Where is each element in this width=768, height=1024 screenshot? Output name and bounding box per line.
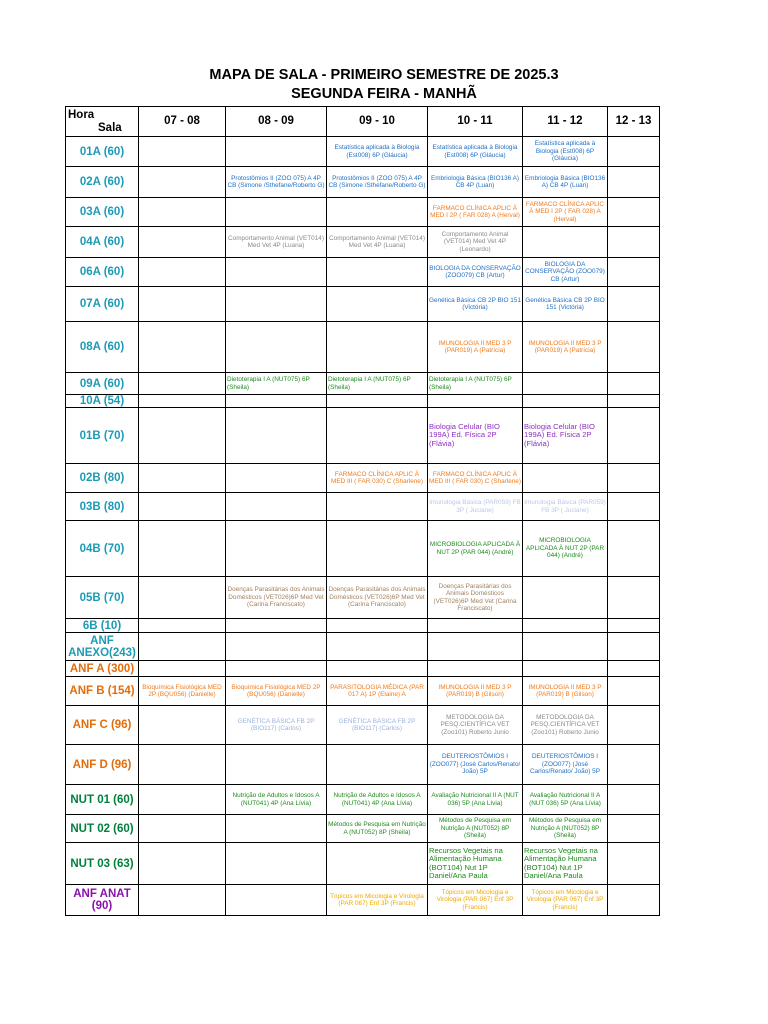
class-cell	[139, 464, 226, 493]
class-cell: GENÉTICA BÁSICA FB 2P (BIO117) (Carlos)	[226, 706, 327, 745]
class-cell	[139, 785, 226, 815]
corner-cell	[66, 107, 139, 137]
class-cell: Biologia Celular (BIO 199A) Ed. Física 2P (Flávia)	[428, 408, 523, 464]
table-row	[66, 661, 660, 677]
table-row	[66, 745, 660, 785]
room-label: ANF B (154)	[66, 677, 139, 706]
class-cell	[608, 395, 660, 408]
class-cell	[139, 493, 226, 521]
room-label: 6B (10)	[66, 619, 139, 633]
class-cell	[139, 521, 226, 577]
time-header: 09 - 10	[327, 107, 428, 137]
room-label: 01B (70)	[66, 408, 139, 464]
class-cell	[139, 322, 226, 373]
class-cell	[608, 373, 660, 395]
class-cell	[226, 633, 327, 661]
class-cell	[139, 373, 226, 395]
header-row	[66, 107, 660, 137]
class-cell	[226, 198, 327, 227]
class-cell	[226, 619, 327, 633]
class-cell: DEUTERIOSTÔMIOS I (ZOO077) (José Carlos/Renato/ João) 5P	[523, 745, 608, 785]
class-cell: FARMACO CLÍNICA APLIC À MED III ( FAR 030) C (Sharlene)	[428, 464, 523, 493]
class-cell	[327, 198, 428, 227]
room-label: 03B (80)	[66, 493, 139, 521]
class-cell	[139, 167, 226, 198]
class-cell	[608, 661, 660, 677]
room-label: ANF C (96)	[66, 706, 139, 745]
page-title: MAPA DE SALA - PRIMEIRO SEMESTRE DE 2025.3	[209, 67, 559, 83]
class-cell	[608, 633, 660, 661]
table-row	[66, 619, 660, 633]
table-row	[66, 373, 660, 395]
class-cell: Avaliação Nutricional II A (NUT 036) 5P (Ana Lívia)	[428, 785, 523, 815]
sala-label: Sala	[98, 121, 122, 134]
class-cell	[608, 227, 660, 258]
class-cell: Tópicos em Micologia e Virologia (PAR 067) Enf 3P (Francis)	[327, 885, 428, 916]
class-cell	[608, 287, 660, 322]
time-header: 08 - 09	[226, 107, 327, 137]
class-cell: Dietoterapia I A (NUT075) 6P (Sheila)	[226, 373, 327, 395]
class-cell	[139, 633, 226, 661]
class-cell: MICROBIOLOGIA APLICADA À NUT 2P (PAR 044) (André)	[428, 521, 523, 577]
room-label: NUT 03 (63)	[66, 843, 139, 885]
class-cell	[139, 258, 226, 287]
table-row	[66, 408, 660, 464]
room-label: 03A (60)	[66, 198, 139, 227]
class-cell: IMUNOLOGIA II MED 3 P (PAR019) B (Gilson)	[428, 677, 523, 706]
class-cell	[608, 521, 660, 577]
class-cell	[523, 577, 608, 619]
class-cell	[226, 287, 327, 322]
class-cell	[139, 287, 226, 322]
class-cell: PARASITOLOGIA MÉDICA (PAR 017 A) 1P (Elaine) A	[327, 677, 428, 706]
class-cell: Doenças Parasitárias dos Animais Domésticos (VET026)6P Med Vet (Carina Franciscato)	[226, 577, 327, 619]
time-header: 11 - 12	[523, 107, 608, 137]
table-row	[66, 137, 660, 167]
class-cell	[428, 661, 523, 677]
room-label: ANF D (96)	[66, 745, 139, 785]
class-cell: Protostômios II (ZOO 075) A 4P CB (Simone /Sthefane/Roberto G)	[327, 167, 428, 198]
class-cell: Protostômios II (ZOO 075) A 4P CB (Simone /Sthefane/Roberto G)	[226, 167, 327, 198]
class-cell	[226, 258, 327, 287]
class-cell: Métodos de Pesquisa em Nutrição A (NUT052) 8P (Sheila)	[523, 815, 608, 843]
class-cell	[428, 633, 523, 661]
schedule-table	[65, 106, 660, 916]
class-cell	[523, 633, 608, 661]
class-cell: IMUNOLOGIA II MED 3 P (PAR019) A (Patrícia)	[523, 322, 608, 373]
class-cell	[226, 843, 327, 885]
class-cell	[608, 577, 660, 619]
table-row	[66, 395, 660, 408]
class-cell	[226, 395, 327, 408]
class-cell: MICROBIOLOGIA APLICADA À NUT 2P (PAR 044) (André)	[523, 521, 608, 577]
table-row	[66, 633, 660, 661]
room-label: 08A (60)	[66, 322, 139, 373]
class-cell: Recursos Vegetais na Alimentação Humana (BOT104) Nut 1P Daniel/Ana Paula	[523, 843, 608, 885]
class-cell	[139, 745, 226, 785]
class-cell: Bioquímica Fisiológica MED 2P (BQU056) (Danielle)	[139, 677, 226, 706]
class-cell	[226, 322, 327, 373]
class-cell	[327, 843, 428, 885]
class-cell: FARMACO CLÍNICA APLIC À MED III ( FAR 030) C (Sharlene)	[327, 464, 428, 493]
class-cell	[139, 661, 226, 677]
class-cell	[608, 464, 660, 493]
class-cell	[226, 521, 327, 577]
class-cell	[327, 493, 428, 521]
room-label: 05B (70)	[66, 577, 139, 619]
class-cell	[139, 885, 226, 916]
class-cell: Doenças Parasitárias dos Animais Domésticos (VET026)6P Med Vet (Carina Franciscato)	[327, 577, 428, 619]
class-cell	[523, 619, 608, 633]
class-cell	[327, 258, 428, 287]
class-cell	[608, 706, 660, 745]
class-cell: Estatística aplicada à Biologia (Est008) 6P (Gláucia)	[428, 137, 523, 167]
table-row	[66, 493, 660, 521]
class-cell	[327, 521, 428, 577]
class-cell	[608, 167, 660, 198]
class-cell	[226, 885, 327, 916]
class-cell	[327, 395, 428, 408]
room-label: 09A (60)	[66, 373, 139, 395]
class-cell	[139, 843, 226, 885]
room-label: 10A (54)	[66, 395, 139, 408]
room-label: 02A (60)	[66, 167, 139, 198]
class-cell	[523, 395, 608, 408]
class-cell: IMUNOLOGIA II MED 3 P (PAR019) A (Patrícia)	[428, 322, 523, 373]
class-cell	[139, 815, 226, 843]
class-cell	[139, 619, 226, 633]
table-row	[66, 322, 660, 373]
class-cell	[523, 227, 608, 258]
class-cell	[139, 227, 226, 258]
class-cell: DEUTERIOSTÔMIOS I (ZOO077) (José Carlos/Renato/ João) 5P	[428, 745, 523, 785]
class-cell	[608, 885, 660, 916]
class-cell: GENÉTICA BÁSICA FB 2P (BIO117) (Carlos)	[327, 706, 428, 745]
class-cell	[608, 677, 660, 706]
class-cell	[139, 577, 226, 619]
class-cell: Avaliação Nutricional II A (NUT 036) 5P (Ana Lívia)	[523, 785, 608, 815]
class-cell	[428, 395, 523, 408]
class-cell: Nutrição de Adultos e Idosos A (NUT041) 4P (Ana Lívia)	[327, 785, 428, 815]
room-label: 02B (80)	[66, 464, 139, 493]
table-row	[66, 464, 660, 493]
class-cell	[226, 661, 327, 677]
table-row	[66, 258, 660, 287]
room-label: ANF ANAT (90)	[66, 885, 139, 916]
room-label: 06A (60)	[66, 258, 139, 287]
time-header: 07 - 08	[139, 107, 226, 137]
class-cell	[139, 198, 226, 227]
class-cell: Bioquímica Fisiológica MED 2P (BQU056) (Danielle)	[226, 677, 327, 706]
hora-label: Hora	[68, 108, 95, 121]
class-cell: Estatística aplicada à Biologia (Est008) 6P (Gláucia)	[523, 137, 608, 167]
room-label: 07A (60)	[66, 287, 139, 322]
room-label: 04B (70)	[66, 521, 139, 577]
class-cell	[327, 745, 428, 785]
class-cell: Nutrição de Adultos e Idosos A (NUT041) 4P (Ana Lívia)	[226, 785, 327, 815]
class-cell	[608, 745, 660, 785]
class-cell: Doenças Parasitárias dos Animais Domésticos (VET026)6P Med Vet (Carina Franciscato)	[428, 577, 523, 619]
class-cell	[608, 619, 660, 633]
class-cell: BIOLOGIA DA CONSERVAÇÃO (ZOO079) CB (Artur)	[428, 258, 523, 287]
class-cell	[139, 408, 226, 464]
class-cell	[608, 258, 660, 287]
table-row	[66, 843, 660, 885]
class-cell	[226, 493, 327, 521]
class-cell: METODOLOGIA DA PESQ.CIENTÍFICA VET (Zoo101) Roberto Junio	[428, 706, 523, 745]
class-cell	[608, 815, 660, 843]
class-cell: Embriologia Básica (BIO136 A) CB 4P (Luan)	[428, 167, 523, 198]
class-cell	[523, 373, 608, 395]
class-cell	[226, 137, 327, 167]
class-cell	[608, 322, 660, 373]
table-row	[66, 577, 660, 619]
time-header: 10 - 11	[428, 107, 523, 137]
table-row	[66, 287, 660, 322]
class-cell	[608, 843, 660, 885]
class-cell: Comportamento Animal (VET014) Med Vet 4P (Luana)	[327, 227, 428, 258]
class-cell: Biologia Celular (BIO 199A) Ed. Física 2P (Flávia)	[523, 408, 608, 464]
class-cell: Imunologia Básica (PAR059) FB 3P ( Juciane)	[523, 493, 608, 521]
class-cell	[428, 619, 523, 633]
class-cell	[327, 322, 428, 373]
class-cell	[608, 493, 660, 521]
page-subtitle: SEGUNDA FEIRA - MANHÃ	[291, 86, 477, 102]
class-cell: Tópicos em Micologia e Virologia (PAR 067) Enf 3P (Francis)	[428, 885, 523, 916]
class-cell: Embriologia Básica (BIO136 A) CB 4P (Luan)	[523, 167, 608, 198]
class-cell	[327, 408, 428, 464]
class-cell	[608, 137, 660, 167]
class-cell	[139, 395, 226, 408]
class-cell: Tópicos em Micologia e Virologia (PAR 067) Enf 3P (Francis)	[523, 885, 608, 916]
class-cell: Comportamento Animal (VET014) Med Vet 4P (Leonardo)	[428, 227, 523, 258]
table-row	[66, 521, 660, 577]
class-cell: Comportamento Animal (VET014) Med Vet 4P (Luana)	[226, 227, 327, 258]
class-cell: Genética Básica CB 2P BIO 151 (Victória)	[523, 287, 608, 322]
class-cell	[327, 661, 428, 677]
class-cell: Dietoterapia I A (NUT075) 6P (Sheila)	[428, 373, 523, 395]
table-row	[66, 885, 660, 916]
room-label: NUT 02 (60)	[66, 815, 139, 843]
class-cell	[139, 706, 226, 745]
class-cell	[139, 137, 226, 167]
class-cell: METODOLOGIA DA PESQ.CIENTÍFICA VET (Zoo101) Roberto Junio	[523, 706, 608, 745]
class-cell: Dietoterapia I A (NUT075) 6P (Sheila)	[327, 373, 428, 395]
class-cell: Estatística aplicada à Biologia (Est008) 6P (Gláucia)	[327, 137, 428, 167]
class-cell	[523, 464, 608, 493]
class-cell	[226, 464, 327, 493]
class-cell	[327, 619, 428, 633]
class-cell: Recursos Vegetais na Alimentação Humana (BOT104) Nut 1P Daniel/Ana Paula	[428, 843, 523, 885]
table-row	[66, 677, 660, 706]
class-cell	[608, 198, 660, 227]
table-row	[66, 227, 660, 258]
class-cell	[327, 287, 428, 322]
table-row	[66, 167, 660, 198]
table-row	[66, 706, 660, 745]
class-cell: Métodos de Pesquisa em Nutrição A (NUT052) 8P (Sheila)	[428, 815, 523, 843]
time-header: 12 - 13	[608, 107, 660, 137]
class-cell	[226, 408, 327, 464]
class-cell: BIOLOGIA DA CONSERVAÇÃO (ZOO079) CB (Artur)	[523, 258, 608, 287]
class-cell	[608, 408, 660, 464]
class-cell	[226, 745, 327, 785]
room-label: NUT 01 (60)	[66, 785, 139, 815]
table-row	[66, 815, 660, 843]
class-cell: FARMACO CLÍNICA APLIC À MED I 2P ( FAR 028) A (Herval)	[428, 198, 523, 227]
class-cell: Métodos de Pesquisa em Nutrição A (NUT052) 8P (Sheila)	[327, 815, 428, 843]
class-cell	[327, 633, 428, 661]
class-cell	[608, 785, 660, 815]
room-label: 01A (60)	[66, 137, 139, 167]
class-cell: FARMACO CLÍNICA APLIC À MED I 2P ( FAR 028) A (Herval)	[523, 198, 608, 227]
class-cell: Genética Básica CB 2P BIO 151 (Victória)	[428, 287, 523, 322]
class-cell: Imunologia Básica (PAR059) FB 3P ( Juciane)	[428, 493, 523, 521]
table-row	[66, 198, 660, 227]
room-label: 04A (60)	[66, 227, 139, 258]
room-label: ANF ANEXO(243)	[66, 633, 139, 661]
class-cell: IMUNOLOGIA II MED 3 P (PAR019) B (Gilson)	[523, 677, 608, 706]
class-cell	[226, 815, 327, 843]
room-label: ANF A (300)	[66, 661, 139, 677]
class-cell	[523, 661, 608, 677]
table-row	[66, 785, 660, 815]
